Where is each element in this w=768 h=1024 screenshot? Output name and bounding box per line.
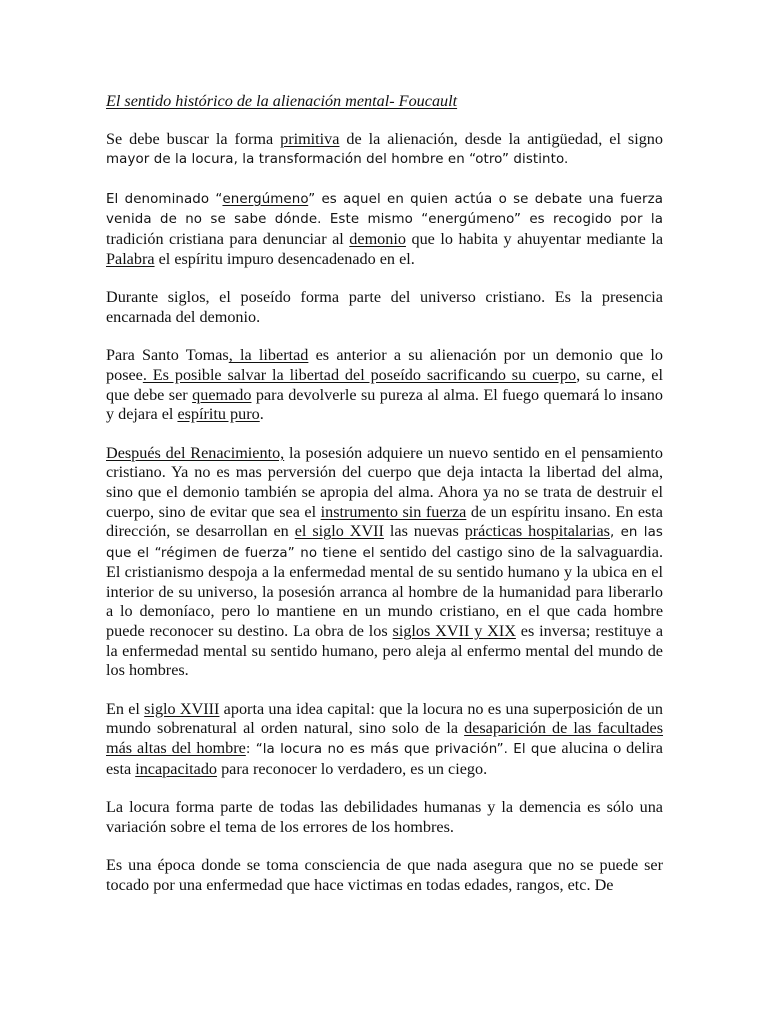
text-run: Para Santo Tomas [106,346,229,365]
text-run: las nuevas [383,522,465,541]
text-run: En el [106,699,145,718]
text-run: el espíritu impuro desencadenado en el. [154,249,415,268]
paragraph-7 [106,798,663,837]
text-run: para reconocer lo verdadero, es un ciego. [217,759,488,778]
paragraph-6 [106,700,663,779]
text-run: alucina o delira esta [106,739,663,778]
underlined-term: el siglo XVII [294,522,384,541]
paragraph-1 [106,130,663,170]
text-run: Es una época donde se toma consciencia de que nada asegura que no se puede ser tocado por una enfermedad que hace victimas en todas edades, rangos, etc. De [106,856,663,894]
paragraph-2 [106,189,663,269]
underlined-term: incapacitado [135,759,218,778]
text-run: de la alienación, desde la antigüedad, el signo [339,129,663,148]
underlined-term: quemado [192,385,252,404]
underlined-term: Palabra [106,249,155,268]
underlined-term: Después del Renacimiento, [106,443,285,462]
underlined-term: prácticas hospitalarias [464,522,610,541]
text-run: , en las que el “régimen de fuerza” no tiene el [106,525,663,561]
text-run: que lo habita y ahuyentar mediante la [405,229,663,248]
paragraph-3 [106,288,663,327]
underlined-term: siglos XVII y XIX [392,622,516,641]
text-run: la posesión adquiere un nuevo sentido en el pensamiento cristiano. Ya no es mas perversión del cuerpo que deja intacta la libertad del alma, sino que el demonio también se apropia del alma. Ahora ya no se trata de destruir el cuerpo, sino de evitar que sea el [106,443,663,521]
text-run: ” es aquel en quien actúa o se debate una fuerza venida de no se sabe dónde. Este mismo “energúmeno” es recogido por la [106,191,663,228]
paragraph-8 [106,856,663,895]
text-run: de un espíritu insano. En esta dirección, se desarrollan en [106,502,663,541]
underlined-term: , la libertad [228,346,309,365]
underlined-term: primitiva [280,129,340,148]
underlined-term: instrumento sin fuerza [320,502,467,521]
text-run: para devolverle su pureza al alma. El fuego quemará lo insano y dejara el [106,385,663,424]
text-run: aporta una idea capital: que la locura no es una superposición de un mundo sobrenatural al orden natural, sino solo de la [106,699,663,738]
paragraph-4 [106,346,663,424]
document-title: El sentido histórico de la alienación mental- Foucault [106,92,458,110]
underlined-term: . Es posible salvar la libertad del poseído sacrificando su cuerpo [142,365,577,384]
text-run: Durante siglos, el poseído forma parte del universo cristiano. Es la presencia encarnada del demonio. [106,288,663,326]
text-run: mayor de la locura, la transformación del hombre en “otro” distinto. [106,152,569,168]
text-run: Se debe buscar la forma [106,129,281,148]
paragraph-5 [106,444,663,681]
text-run: La locura forma parte de todas las debilidades humanas y la demencia es sólo una variación sobre el tema de los errores de los hombres. [106,798,663,836]
text-run: es anterior a su alienación por un demonio que lo posee [106,346,663,384]
text-run: , su carne, el que debe ser [106,365,663,404]
document-page [106,92,663,915]
underlined-term: demonio [349,229,406,248]
underlined-term: desaparición de las facultades más altas del hombre [106,719,664,758]
text-run: sentido del castigo sino de la salvaguardia. El cristianismo despoja a la enfermedad mental de su sentido humano y la ubica en el interior de su universo, la posesión arranca al hombre de la humanidad para liberarlo a lo demoníaco, pero lo mantiene en un mundo cristiano, en el que cada hombre puede reconocer su destino. La obra de los [106,542,663,641]
text-run: . [259,405,264,424]
text-run: tradición cristiana para denunciar al [106,229,350,248]
text-run: El denominado “ [106,191,223,207]
underlined-term: siglo XVIII [144,699,220,718]
underlined-term: espíritu puro [177,405,260,424]
text-run: : “la locura no es más que privación”. El que [245,742,557,758]
underlined-term: energúmeno [222,191,309,207]
text-run: es inversa; restituye a la enfermedad mental su sentido humano, pero aleja al enfermo mental del mundo de los hombres. [106,622,664,680]
